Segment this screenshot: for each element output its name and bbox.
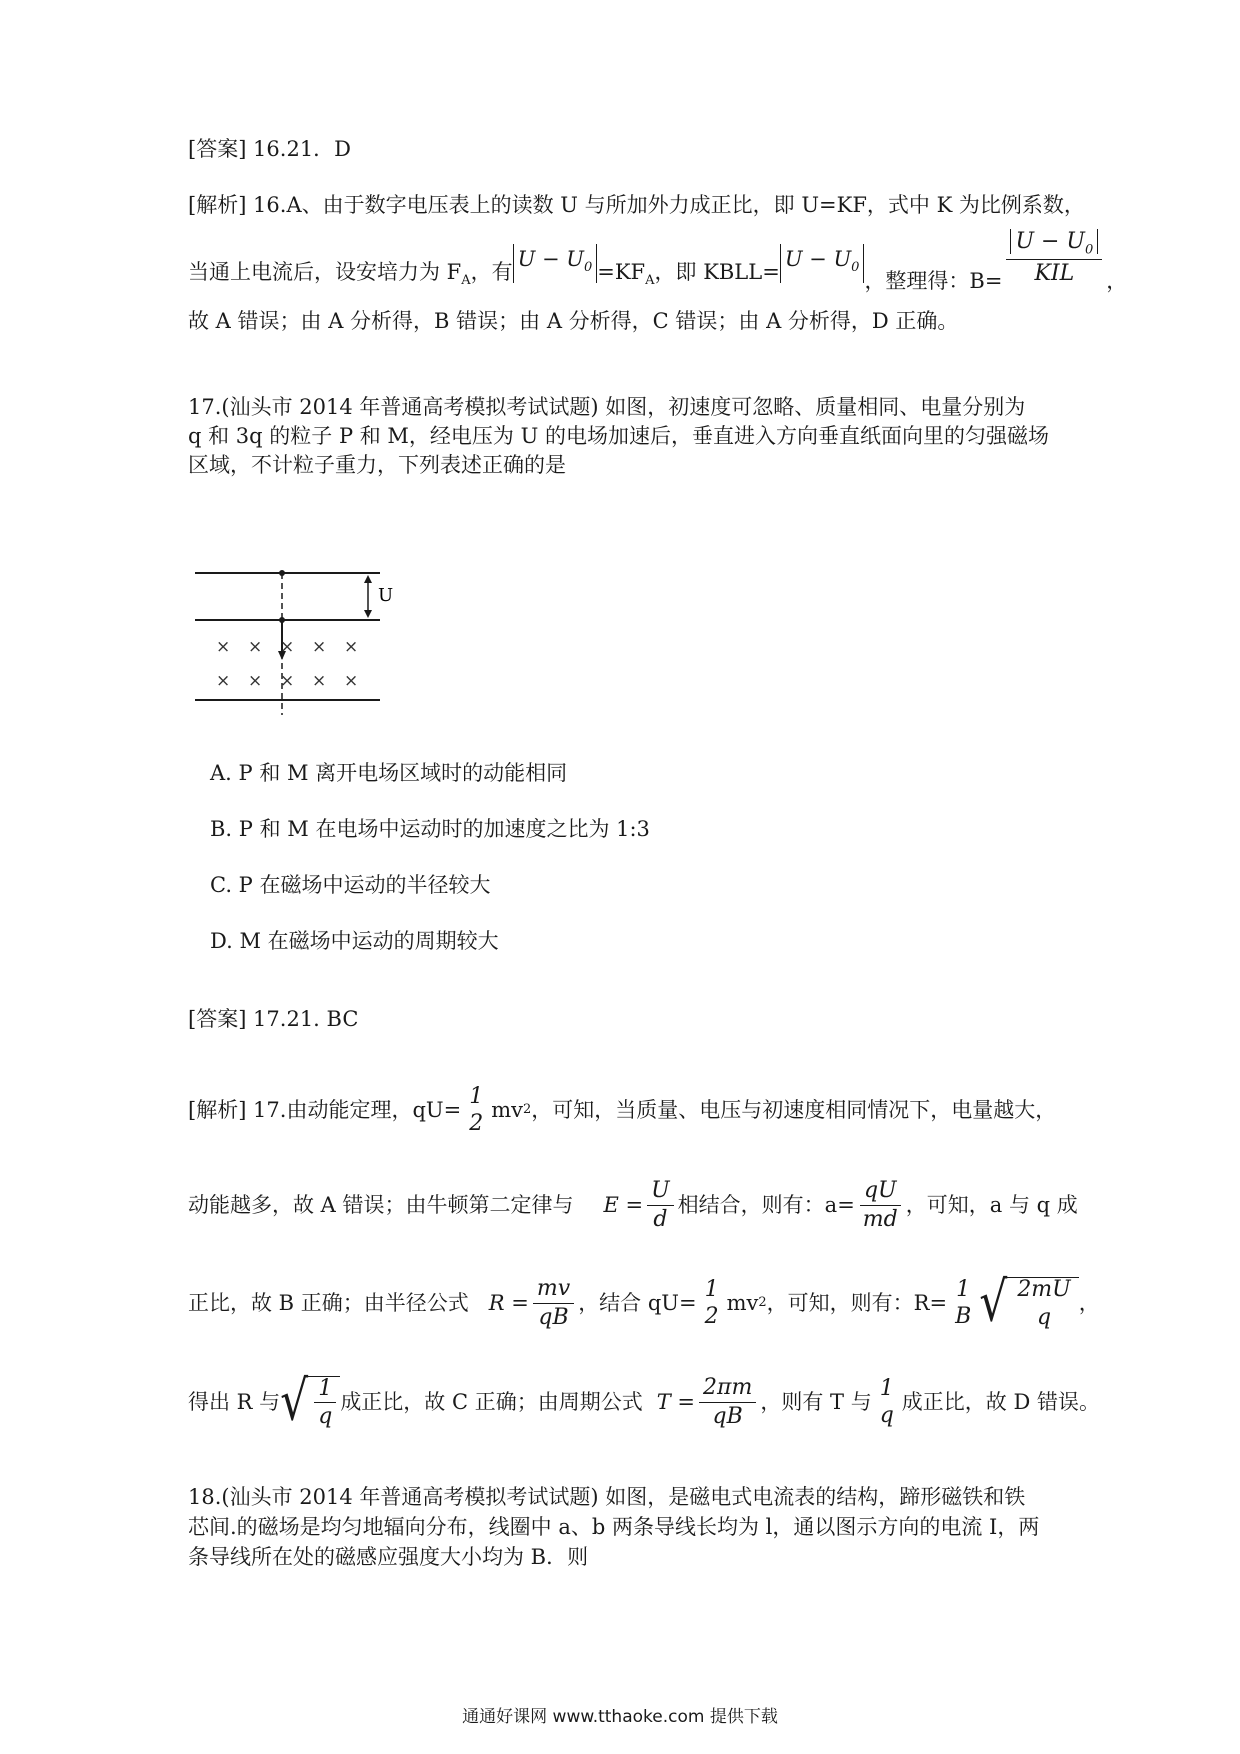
q17-answer: [答案] 17.21. BC (188, 1007, 359, 1031)
q17-option-d: D. M 在磁场中运动的周期较大 (210, 929, 499, 953)
svg-text:×: × (312, 637, 327, 657)
q16-analysis-line-1: [解析] 16.A、由于数字电压表上的读数 U 与所加外力成正比，即 U=KF，式中 K 为比例系数， (188, 193, 1085, 217)
fraction-b: $\frac{U - U_0}{\text{KIL}}$ (1006, 230, 1102, 285)
q18-line-1: 18.(汕头市 2014 年普通高考模拟考试试题) 如图，是磁电式电流表的结构，蹄形磁铁和铁 (188, 1485, 1026, 1509)
abs-u-minus-u0-2: $U - U_0$ (780, 244, 865, 283)
q17-analysis-line-3: 正比，故 B 正确；由半径公式 R = $\frac{mv}{qB}$ ，结合 qU= 1 2 mv 2 ，可知，则有：R= 1 B √ 2mU q ， (188, 1270, 1100, 1335)
svg-text:×: × (248, 637, 263, 657)
magnetic-field-crosses (216, 637, 358, 691)
fraction-period: $\frac{2\pi m}{qB}$ (699, 1376, 756, 1427)
q16-answer: [答案] 16.21．D (188, 137, 352, 161)
svg-text:×: × (344, 671, 359, 691)
q17-option-c: C. P 在磁场中运动的半径较大 (210, 873, 491, 897)
q18-line-2: 芯间.的磁场是均匀地辐向分布，线圈中 a、b 两条导线长均为 l，通以图示方向的电流 I，两 (188, 1515, 1040, 1539)
q17-question-line-3: 区域，不计粒子重力，下列表述正确的是 (188, 453, 566, 477)
q17-analysis-line-4: 得出 R 与 √ $\frac{1}{q}$ 成正比，故 C 正确；由周期公式 T = $\frac{2\pi m}{qB}$ ，则有 T 与 1 q 成正比，故 D 错误。 (188, 1369, 1100, 1434)
svg-text:×: × (280, 671, 295, 691)
voltage-label: U (378, 585, 394, 606)
q18-line-3: 条导线所在处的磁感应强度大小均为 B．则 (188, 1545, 589, 1569)
svg-text:×: × (280, 637, 295, 657)
sqrt-one-over-q: √ $\frac{1}{q}$ (280, 1376, 340, 1428)
q17-analysis-line-1: [解析] 17.由动能定理，qU= 1 2 mv 2 ，可知，当质量、电压与初速度相同情况下，电量越大， (188, 1083, 1057, 1136)
page-footer: 通通好课网 www.tthaoke.com 提供下载 (462, 1707, 778, 1727)
svg-text:×: × (216, 637, 231, 657)
q17-field-diagram (190, 555, 400, 715)
entry-point (279, 570, 285, 576)
fraction-one-half-2: 1 2 (704, 1276, 719, 1329)
q17-question-line-1: 17.(汕头市 2014 年普通高考模拟考试试题) 如图，初速度可忽略、质量相同、电量分别为 (188, 395, 1026, 419)
q17-question-line-2: q 和 3q 的粒子 P 和 M，经电压为 U 的电场加速后，垂直进入方向垂直纸面向里的匀强磁场 (188, 424, 1049, 448)
svg-text:×: × (248, 671, 263, 691)
q17-option-a: A. P 和 M 离开电场区域时的动能相同 (210, 761, 568, 785)
sqrt-2mu-over-q: √ 2mU q (979, 1277, 1078, 1328)
fraction-acceleration: $\frac{qU}{md}$ (859, 1179, 902, 1230)
fraction-one-over-b: 1 B (955, 1276, 972, 1329)
q17-option-b: B. P 和 M 在电场中运动时的加速度之比为 1:3 (210, 817, 650, 841)
fraction-one-over-q: 1 q (879, 1375, 894, 1428)
q17-analysis-line-2: 动能越多，故 A 错误；由牛顿第二定律与 E = $\frac{U}{d}$ 相结合，则有：a= $\frac{qU}{md}$ ，可知，a 与 q 成 (188, 1178, 1078, 1232)
q16-analysis-line-2: 当通上电流后，设安培力为 $F_A$，有 $U - U_0$ $=KF_A$，即 KBLL= $U - U_0$ ，整理得：B= $\frac{U - U_0}{\text{KIL}}$ ， (188, 229, 1128, 293)
q16-analysis-line-3: 故 A 错误；由 A 分析得，B 错误；由 A 分析得，C 错误；由 A 分析得，D 正确。 (188, 309, 959, 333)
svg-text:×: × (344, 637, 359, 657)
abs-u-minus-u0: $U - U_0$ (513, 244, 598, 283)
fraction-one-half: 1 2 (469, 1083, 484, 1136)
fraction-e-field: $\frac{U}{d}$ (647, 1179, 674, 1230)
svg-text:×: × (312, 671, 327, 691)
fraction-radius: $\frac{mv}{qB}$ (533, 1277, 574, 1328)
svg-text:×: × (216, 671, 231, 691)
